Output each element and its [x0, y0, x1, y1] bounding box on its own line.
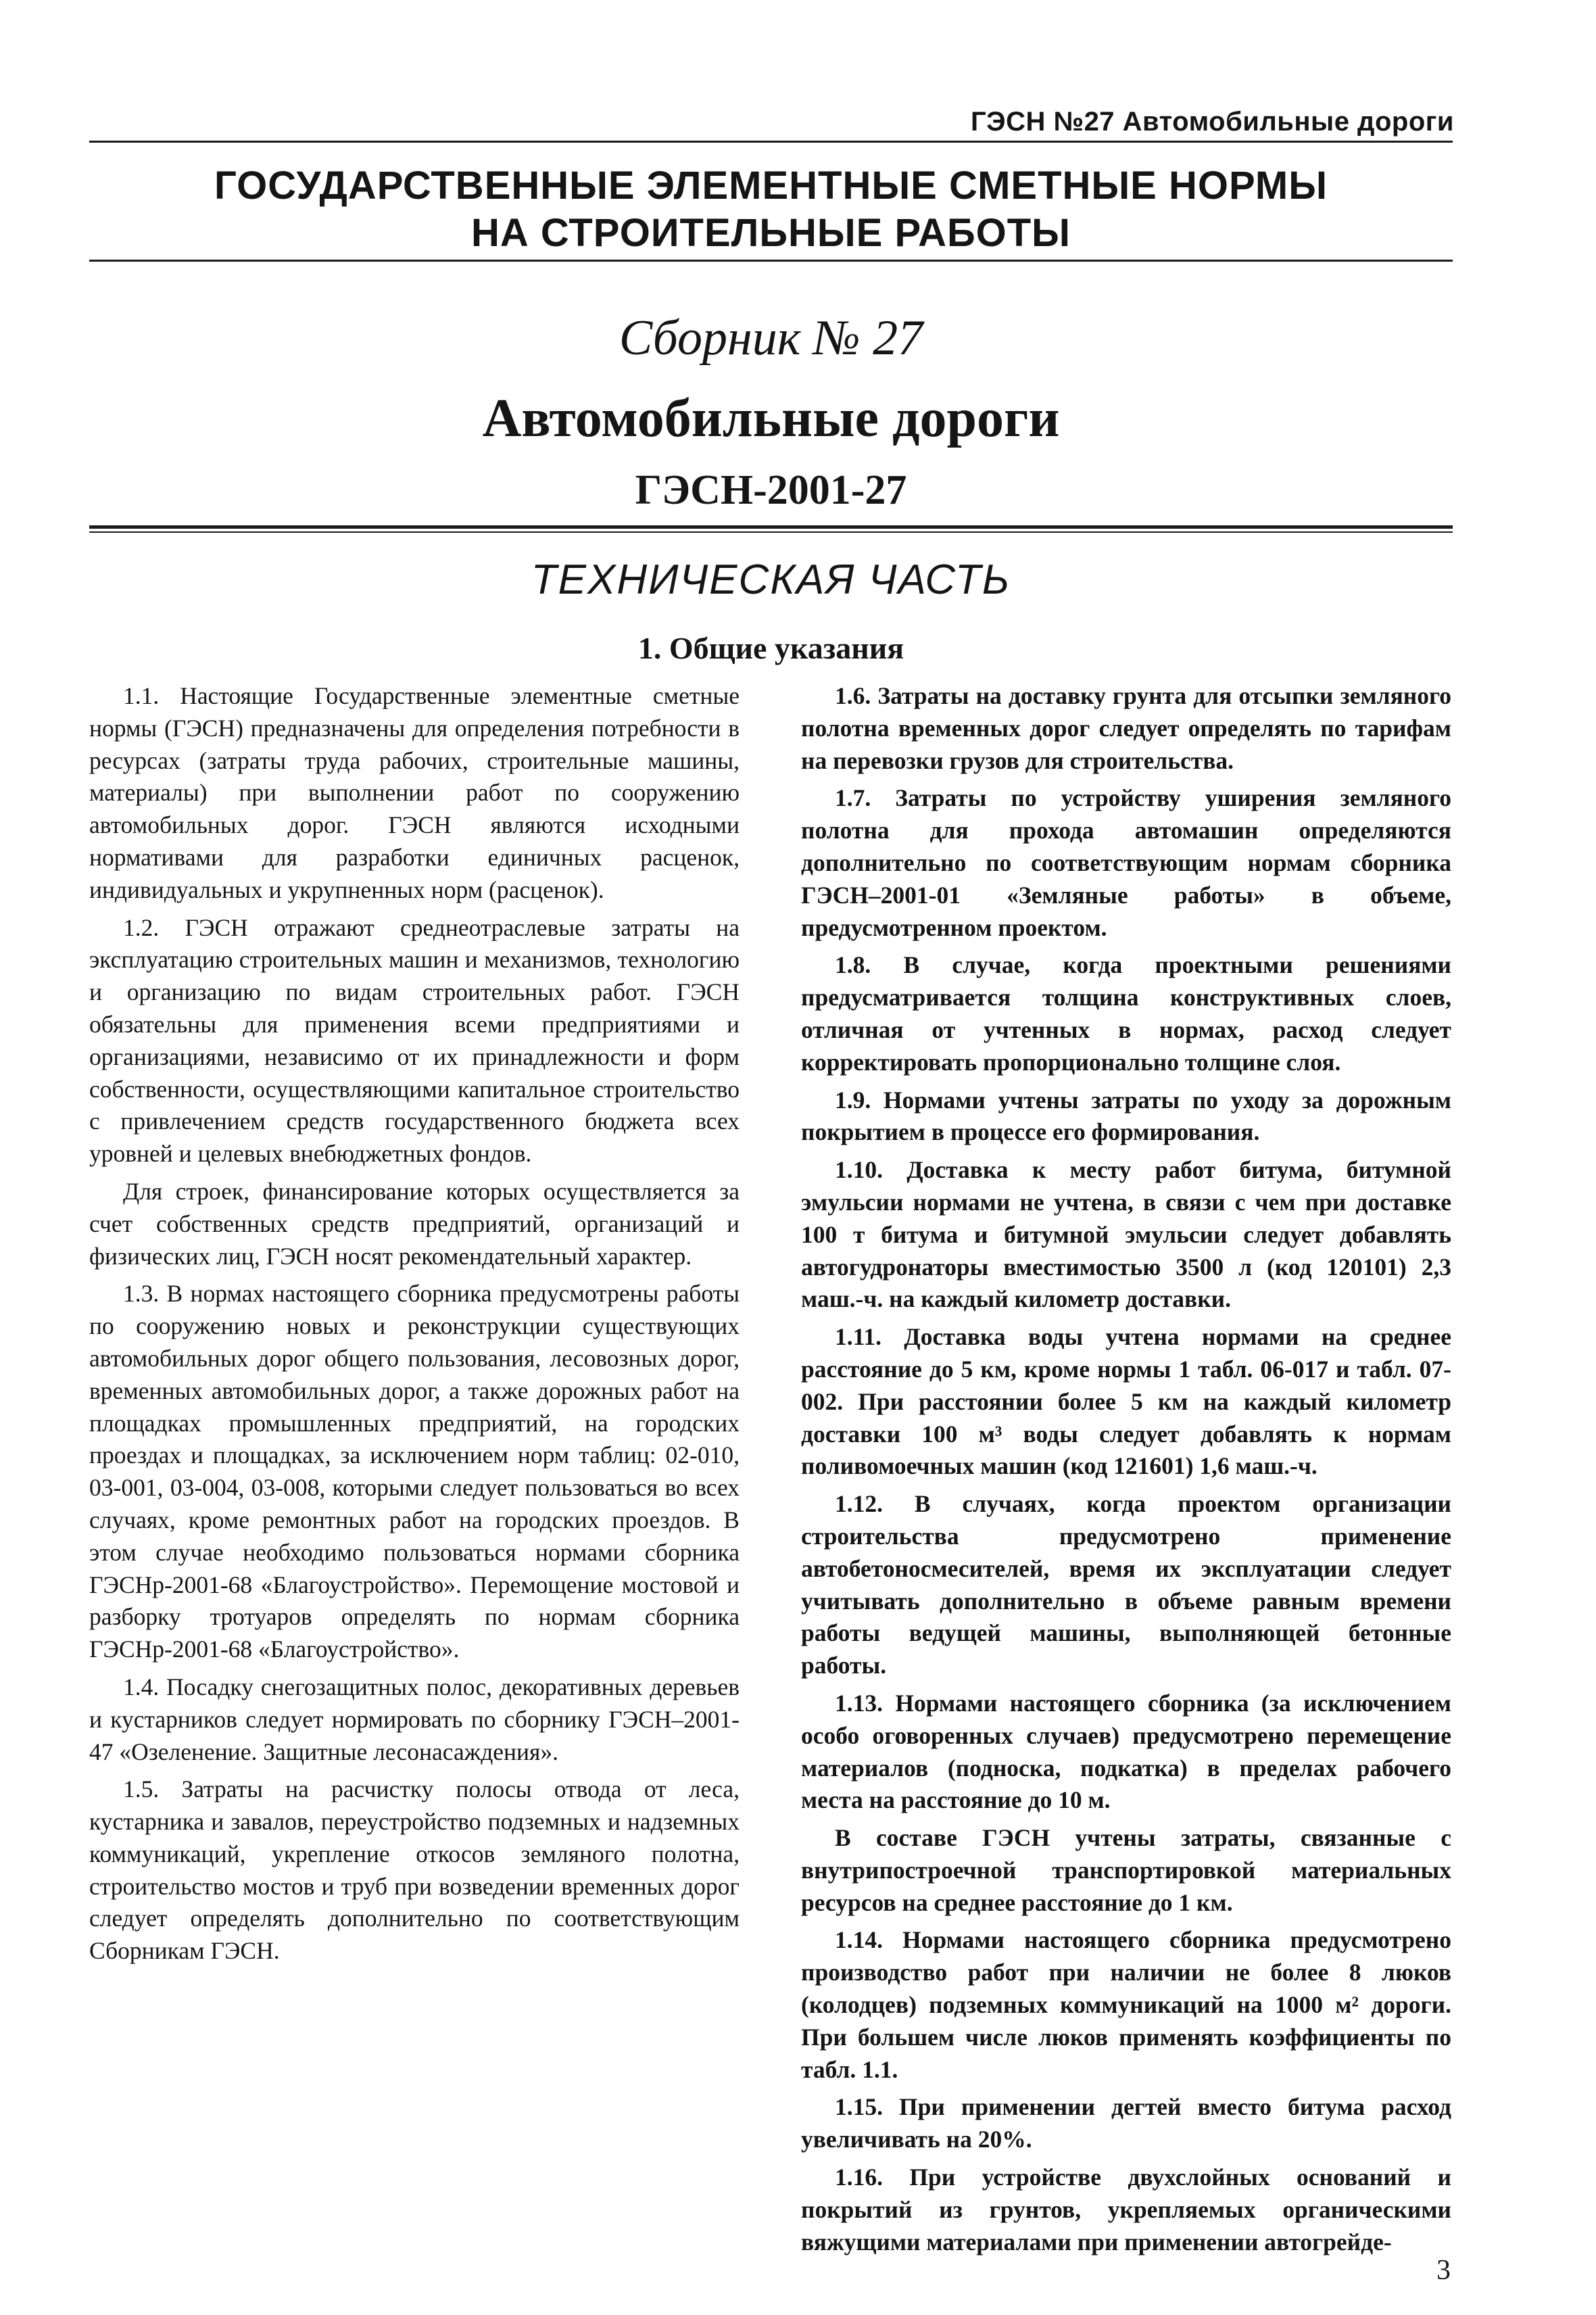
collection-number: Сборник № 27 — [619, 310, 923, 366]
paragraph: 1.15. При применении дегтей вместо битума расход увеличивать на 20%. — [801, 2093, 1451, 2153]
paragraph: 1.16. При устройстве двухслойных оснований и покрытий из грунтов, укрепляемых органическими вяжущими материалами при применении автогрейде- — [801, 2164, 1451, 2256]
title-line-2: НА СТРОИТЕЛЬНЫЕ РАБОТЫ — [471, 211, 1071, 255]
header-rule — [89, 141, 1453, 143]
document-title — [89, 162, 1453, 257]
paragraph: 1.5. Затраты на расчистку полосы отвода от леса, кустарника и завалов, переустройство подземных и надземных коммуникаций, укрепление откосов земляного полотна, строительство мостов и труб при возведении временных дорог следует определять дополнительно по соответствующим Сборникам ГЭСН. — [89, 1775, 740, 1965]
left-column — [89, 680, 740, 1973]
paragraph: 1.9. Нормами учтены затраты по уходу за дорожным покрытием в процессе его формирования. — [801, 1086, 1451, 1146]
paragraph: 1.13. Нормами настоящего сборника (за исключением особо оговоренных случаев) предусмотрено перемещение материалов (подноска, подкатка) в пределах рабочего места на расстояние до 10 м. — [801, 1689, 1451, 1814]
paragraph: 1.4. Посадку снегозащитных полос, декоративных деревьев и кустарников следует нормировать по сборнику ГЭСН–2001-47 «Озеленение. Защитные лесонасаждения». — [89, 1673, 740, 1765]
collection-subject: Автомобильные дороги — [482, 389, 1060, 448]
document-code: ГЭСН-2001-27 — [635, 467, 907, 513]
title-line-1: ГОСУДАРСТВЕННЫЕ ЭЛЕМЕНТНЫЕ СМЕТНЫЕ НОРМЫ — [214, 164, 1328, 208]
paragraph: В составе ГЭСН учтены затраты, связанные с внутрипостроечной транспортировкой материальных ресурсов на среднее расстояние до 1 км. — [801, 1824, 1451, 1916]
page-number: 3 — [1436, 2255, 1451, 2286]
paragraph: 1.2. ГЭСН отражают среднеотраслевые затраты на эксплуатацию строительных машин и механизмов, технологию и организацию по видам строительных работ. ГЭСН обязательны для применения всеми предприятиями и организациями, независимо от их принадлежности и форм собственности, осуществляющими капитальное строительство с привлечением средств государственного бюджета всех уровней и целевых внебюджетных фондов. — [89, 913, 740, 1168]
paragraph: 1.6. Затраты на доставку грунта для отсыпки земляного полотна временных дорог следует определять по тарифам на перевозки грузов для строительства. — [801, 682, 1451, 774]
paragraph: 1.1. Настоящие Государственные элементные сметные нормы (ГЭСН) предназначены для определения потребности в ресурсах (затраты труда рабочих, строительные машины, материалы) при выполнении работ по сооружению автомобильных дорог. ГЭСН являются исходными нормативами для разработки единичных расценок, индивидуальных и укрупненных норм (расценок). — [89, 682, 740, 903]
paragraph: 1.11. Доставка воды учтена нормами на среднее расстояние до 5 км, кроме нормы 1 табл. 06-017 и табл. 07-002. При расстоянии более 5 км на каждый километр доставки 100 м³ воды следует добавлять к нормам поливомоечных машин (код 121601) 1,6 маш.-ч. — [801, 1323, 1451, 1480]
code-rule-thin — [89, 531, 1453, 533]
paragraph: 1.14. Нормами настоящего сборника предусмотрено производство работ при наличии не более 8 люков (колодцев) подземных коммуникаций на 1000 м² дороги. При большем числе люков применять коэффициенты по табл. 1.1. — [801, 1926, 1451, 2083]
section-heading: 1. Общие указания — [637, 631, 904, 665]
part-heading: ТЕХНИЧЕСКАЯ ЧАСТЬ — [531, 556, 1011, 603]
code-rule-thick — [89, 525, 1453, 529]
paragraph: 1.8. В случае, когда проектными решениями предусматривается толщина конструктивных слоев, отличная от учтенных в нормах, расход следует корректировать пропорционально толщине слоя. — [801, 951, 1451, 1076]
paragraph: 1.7. Затраты по устройству уширения земляного полотна для прохода автомашин определяются дополнительно по соответствующим нормам сборника ГЭСН–2001-01 «Земляные работы» в объеме, предусмотренном проектом. — [801, 784, 1451, 941]
paragraph: 1.10. Доставка к месту работ битума, битумной эмульсии нормами не учтена, в связи с чем при доставке 100 т битума и битумной эмульсии следует добавлять автогудронаторы вместимостью 3500 л (код 120101) 2,3 маш.-ч. на каждый километр доставки. — [801, 1156, 1451, 1313]
paragraph: 1.12. В случаях, когда проектом организации строительства предусмотрено применение автобетоносмесителей, время их эксплуатации следует учитывать дополнительно в объеме равным времени работы ведущей машины, выполняющей бетонные работы. — [801, 1490, 1451, 1679]
right-column — [801, 680, 1451, 2264]
title-rule — [89, 260, 1453, 262]
paragraph: 1.3. В нормах настоящего сборника предусмотрены работы по сооружению новых и реконструкции существующих автомобильных дорог общего пользования, лесовозных дорог, временных автомобильных дорог, а также дорожных работ на площадках промышленных предприятий, на городских проездах и площадках, за исключением норм таблиц: 02-010, 03-001, 03-004, 03-008, которыми следует пользоваться во всех случаях, кроме ремонтных работ на городских проездов. В этом случае необходимо пользоваться нормами сборника ГЭСНр-2001-68 «Благоустройство». Перемощение мостовой и разборку тротуаров определять по нормам сборника ГЭСНр-2001-68 «Благоустройство». — [89, 1280, 740, 1663]
paragraph: Для строек, финансирование которых осуществляется за счет собственных средств предприятий, организаций и физических лиц, ГЭСН носят рекомендательный характер. — [89, 1177, 740, 1270]
running-head: ГЭСН №27 Автомобильные дороги — [970, 107, 1454, 137]
